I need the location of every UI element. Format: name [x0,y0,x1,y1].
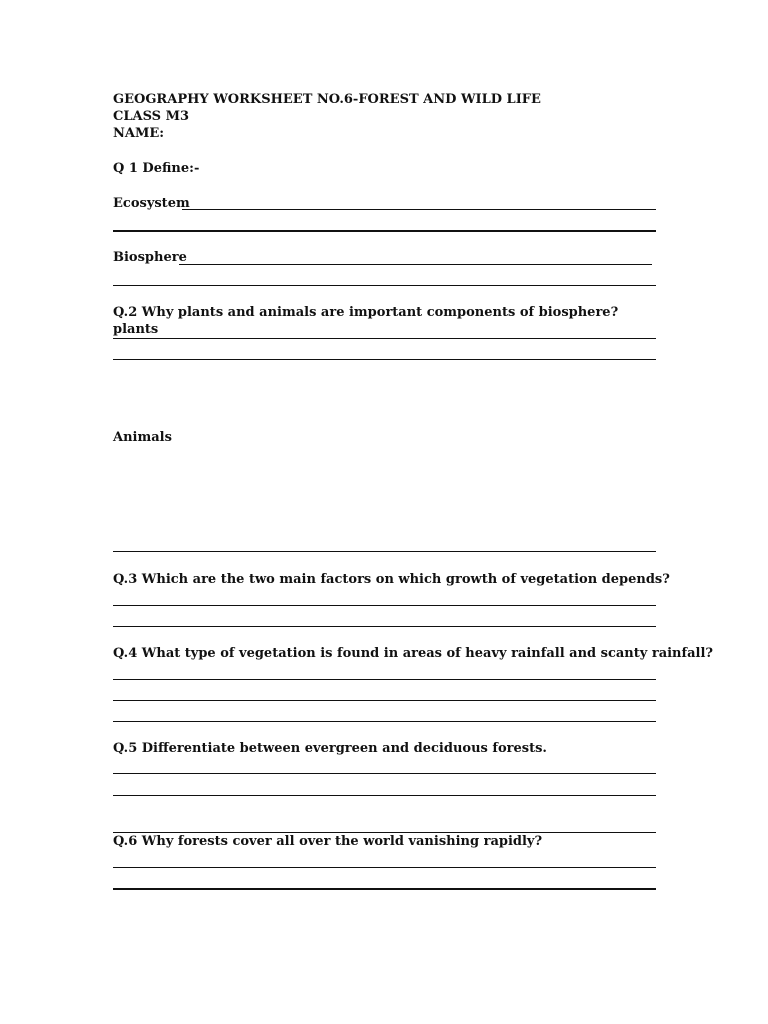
answer-line-q4-3 [113,721,656,722]
question-2-text: Q.2 Why plants and animals are important components of biosphere? [113,305,619,320]
answer-line-q5-3 [113,832,656,833]
answer-line-ecosystem [182,209,656,210]
plants-label: plants [113,322,159,337]
term-ecosystem-label: Ecosystem [113,196,190,211]
answer-line-ecosystem-2 [113,230,656,232]
answer-line-q6-2 [113,888,656,890]
class-label: CLASS M3 [113,109,190,124]
answer-line-biosphere [179,264,652,265]
question-5-text: Q.5 Differentiate between evergreen and deciduous forests. [113,741,547,756]
answer-line-animals [113,551,656,552]
answer-line-q5-2 [113,795,656,796]
question-6-text: Q.6 Why forests cover all over the world vanishing rapidly? [113,834,543,849]
answer-line-q6-1 [113,867,656,868]
answer-line-biosphere-2 [113,285,656,286]
name-label: NAME: [113,126,165,141]
answer-line-plants [113,338,656,339]
question-4-text: Q.4 What type of vegetation is found in areas of heavy rainfall and scanty rainfall? [113,646,714,661]
answer-line-q3-1 [113,605,656,606]
answer-line-q4-1 [113,679,656,680]
term-biosphere-label: Biosphere [113,250,187,265]
question-1-heading: Q 1 Define:- [113,161,200,176]
question-3-text: Q.3 Which are the two main factors on which growth of vegetation depends? [113,572,670,587]
worksheet-title: GEOGRAPHY WORKSHEET NO.6-FOREST AND WILD LIFE [113,92,541,107]
answer-line-q5-1 [113,773,656,774]
answer-line-q4-2 [113,700,656,701]
answer-line-q3-2 [113,626,656,627]
animals-label: Animals [113,430,172,445]
answer-line-plants-2 [113,359,656,360]
